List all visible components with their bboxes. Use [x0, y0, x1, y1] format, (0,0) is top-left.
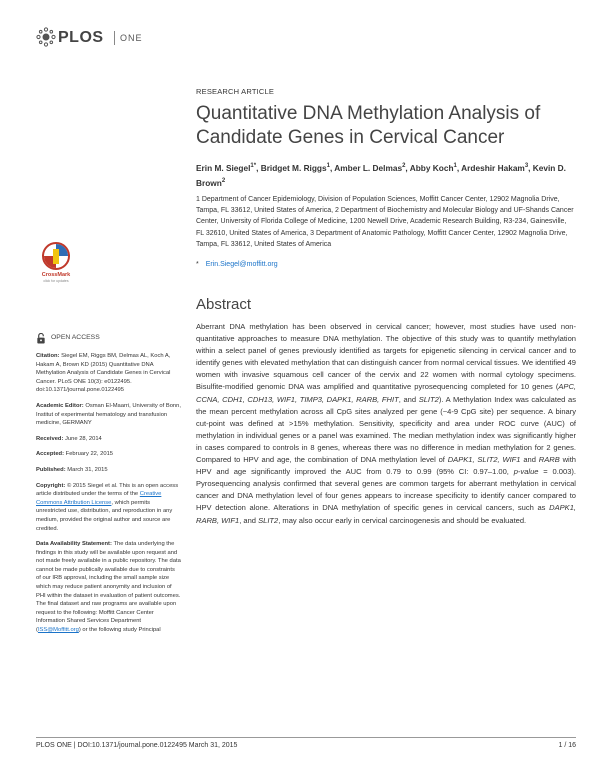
author-name: Amber L. Delmas	[334, 162, 403, 173]
copyright-text: © 2015 Siegel et al. This is an open access article distributed under the terms of the	[36, 482, 179, 498]
editor-block	[36, 402, 181, 428]
editor-text: Osman El-Maarri, University of Bonn, Institut of experimental hematology and transfusion medicine, GERMANY	[36, 402, 181, 427]
abstract-heading: Abstract	[196, 296, 252, 313]
author-affiliation-marker: 2	[402, 163, 406, 169]
email-link[interactable]: Erin.Siegel@moffitt.org	[205, 261, 278, 268]
correspondence	[196, 261, 278, 268]
author-affiliation-marker: 1*	[250, 163, 257, 169]
gene-name: APC, CCNA, CDH1, CDH13, WIF1, TIMP3, DAPK1, RARB, FHIT	[196, 382, 576, 404]
data-availability-text: The data underlying the findings in this study will be available upon request and not made freely available in a public repository. The data cannot be made publically available due to constraints of our IRB approval, including the small sample size which may reduce patient anonymity and inclusion of PHI within the dataset in evaluation of patient outcomes. The final dataset and raw programs are available upon request to the following: Moffitt Cancer Center Information Shared Services Department (	[36, 541, 181, 634]
gene-name: SLIT2	[418, 394, 439, 404]
author-affiliation-marker: 2	[221, 177, 226, 184]
journal-name: PLOS	[58, 29, 104, 46]
accepted-block	[36, 450, 181, 459]
author-name: Abby Koch	[409, 162, 454, 173]
author-affiliation-marker: 1	[326, 163, 330, 169]
open-access-badge	[36, 333, 181, 344]
author-name: Kevin D. Brown	[196, 162, 566, 188]
copyright-label: Copyright:	[36, 482, 66, 489]
affiliations: 1 Department of Cancer Epidemiology, Division of Population Sciences, Moffitt Cancer Center, 12902 Magnolia Drive, Tampa, FL 33612, United States of America, 2 Department of Biochemistry and Molecular Biology and UF-Shands Cancer Center, University of Florida College of Medicine, 1200 Newell Drive, Academic Research Building, R3-234, Gainesville, FL 32610, United States of America, 3 Department of Anatomic Pathology, Moffitt Cancer Center, 12902 Magnolia Drive, Tampa, FL 33612, United States of America	[196, 196, 574, 248]
correspondence-star-icon: *	[196, 261, 199, 268]
journal-subname: ONE	[120, 33, 143, 43]
author-list: Erin M. Siegel$^{1*}$, Bridget M. Riggs$^1$, Amber L. Delmas$^2$, Abby Koch$^1$, Ardeshir Hakam$^3$, Kevin D. Brown$^2$	[196, 162, 566, 188]
accepted-label: Accepted:	[36, 451, 65, 458]
logo-divider	[114, 31, 115, 45]
data-availability-block	[36, 540, 181, 635]
copyright-text-end: , which permits unrestricted use, distribution, and reproduction in any medium, provided the original author and source are credited.	[36, 499, 173, 532]
gene-name: SLIT2	[258, 515, 279, 525]
author-name: Bridget M. Riggs	[260, 162, 327, 173]
author-name: Erin M. Siegel	[196, 162, 251, 173]
published-block	[36, 466, 181, 475]
article-info-sidebar	[36, 333, 181, 642]
citation-text: Siegel EM, Riggs BM, Delmas AL, Koch A, Hakam A, Brown KD (2015) Quantitative DNA Methylation Analysis of Candidate Genes in Cervical Cancer. PLoS ONE 10(3): e0122495. doi:10.1371/journal.pone.0122495	[36, 353, 171, 394]
accepted-date: February 22, 2015	[65, 451, 114, 458]
footer-divider	[36, 737, 576, 738]
citation-block	[36, 352, 181, 395]
open-access-label: OPEN ACCESS	[51, 334, 100, 342]
open-lock-icon	[36, 333, 46, 344]
received-label: Received:	[36, 435, 64, 442]
received-date: June 28, 2014	[65, 435, 102, 442]
data-availability-text-end: ) or the following study Principal	[78, 627, 161, 634]
gene-name: DAPK1, RARB, WIF1	[196, 503, 576, 525]
crossmark-sublabel: click for updates	[43, 279, 69, 283]
author-affiliation-marker: 1	[453, 163, 457, 169]
article-type-label: RESEARCH ARTICLE	[196, 87, 275, 96]
gene-name: p-value	[513, 467, 539, 477]
editor-label: Academic Editor:	[36, 402, 84, 409]
author-affiliation-marker: 3	[524, 163, 529, 169]
data-availability-label: Data Availability Statement:	[36, 541, 112, 548]
iss-email-link[interactable]: ISS@Moffitt.org	[37, 627, 79, 634]
article-title: Quantitative DNA Methylation Analysis of Candidate Genes in Cervical Cancer	[196, 103, 541, 148]
footer-citation: PLOS ONE | DOI:10.1371/journal.pone.0122495 March 31, 2015	[36, 742, 238, 749]
published-label: Published:	[36, 466, 66, 473]
crossmark-icon	[36, 241, 76, 273]
published-date: March 31, 2015	[67, 466, 108, 473]
plos-dots-icon	[36, 27, 56, 47]
page-number: 1 / 16	[558, 742, 576, 749]
license-link[interactable]: Creative Commons Attribution License	[36, 491, 162, 506]
copyright-block	[36, 482, 181, 534]
gene-name: DAPK1, SLIT2, WIF1	[447, 455, 521, 465]
plos-one-logo	[36, 27, 156, 51]
author-name: Ardeshir Hakam	[461, 162, 525, 173]
crossmark-label: CrossMark	[41, 272, 71, 278]
abstract-body: Aberrant DNA methylation has been observed in cervical cancer; however, most studies have used non-quantitative approaches to measure DNA methylation. The objective of this study was to quantify methylation within a select panel of genes previously identified as targets for epigenetic silencing in cervical cancer and to identify genes with elevated methylation that can distinguish cancer from normal cervical tissues. We identified 49 women with invasive squamous cell cancer of the cervix and 22 women with normal cytology specimens. Bisulfite-modified genomic DNA was amplified and quantitative pyrosequencing completed for 10 genes (APC, CCNA, CDH1, CDH13, WIF1, TIMP3, DAPK1, RARB, FHIT, and SLIT2). A Methylation Index was calculated as the mean percent methylation across all CpG sites analyzed per gene (~4-9 CpG site) per sequence. A binary cut-point was defined at >15% methylation. Sensitivity, specificity and area under ROC curve (AUC) of methylation in individual genes or a panel was examined. The median methylation index was significantly higher in cases compared to controls in 8 genes, whereas there was no difference in median methylation for 2 genes. Compared to HPV and age, the combination of DNA methylation level of DAPK1, SLIT2, WIF1 and RARB with HPV and age significantly improved the AUC from 0.79 to 0.99 (95% CI: 0.97–1.00, p-value = 0.003). Pyrosequencing analysis confirmed that several genes are common targets for aberrant methylation in cervical cancer and DNA methylation level of four genes appears to increase specificity to identify cancer compared to HPV detection alone. Alterations in DNA methylation of specific genes in cervical cancers, such as DAPK1, RARB, WIF1, and SLIT2, may also occur early in cervical carcinogenesis and should be evaluated.	[196, 322, 576, 525]
crossmark-badge[interactable]	[36, 241, 76, 293]
gene-name: RARB	[538, 455, 560, 465]
received-block	[36, 435, 181, 444]
citation-label: Citation:	[36, 353, 60, 359]
